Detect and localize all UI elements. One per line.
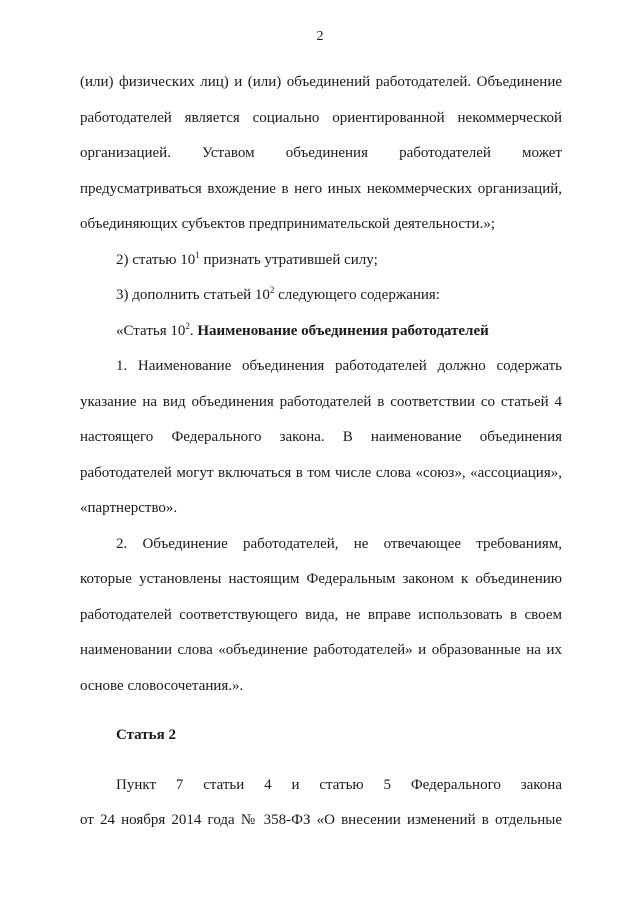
list-item-3: [80, 278, 562, 314]
list-item-text: признать утратившей силу;: [199, 251, 378, 268]
paragraph-line: (или) физических лиц) и (или) объединений работодателей. Объединение: [80, 74, 562, 90]
superscript: 1: [195, 249, 200, 260]
superscript: 2: [269, 285, 275, 295]
paragraph-line: настоящего Федерального закона. В наименование объединения: [80, 429, 562, 445]
paragraph-line: основе словосочетания.».: [80, 677, 244, 694]
article-2-heading: [80, 718, 562, 754]
paragraph-line: Пункт 7 статьи 4 и статью 5 Федерального закона: [116, 776, 562, 793]
paragraph-line: от 24 ноября 2014 года № 358-ФЗ «О внесении изменений в отдельные: [80, 812, 562, 828]
article-heading-dot: .: [189, 322, 194, 339]
paragraph-line: предусматриваться вхождение в него иных некоммерческих организаций,: [80, 180, 562, 197]
list-item-text: 2) статью 10: [116, 251, 196, 268]
paragraph-line: указание на вид объединения работодателей в соответствии со статьей 4: [80, 393, 562, 410]
paragraph-line: которые установлены настоящим Федеральным законом к объединению: [80, 571, 562, 587]
paragraph-line: наименовании слова «объединение работодателей» и образованные на их: [80, 642, 562, 658]
page-number: 2: [316, 29, 324, 44]
paragraph-line: 1. Наименование объединения работодателей должно содержать: [116, 358, 562, 374]
list-item-text: 3) дополнить статьей 10: [116, 287, 270, 303]
article-heading: [80, 314, 562, 350]
superscript: 2: [185, 320, 190, 331]
spacer: [80, 754, 562, 768]
article-heading-prefix: «Статья 10: [116, 322, 186, 339]
paragraph-line: 2. Объединение работодателей, не отвечающее требованиям,: [116, 535, 562, 552]
paragraph-line: работодателей соответствующего вида, не вправе использовать в своем: [80, 606, 562, 623]
paragraph-line: работодателей могут включаться в том числе слова «союз», «ассоциация»,: [80, 464, 562, 481]
list-item-2: [80, 243, 562, 279]
document-body: [80, 65, 562, 839]
spacer: [80, 704, 562, 718]
paragraph-line: «партнерство».: [80, 500, 178, 516]
list-item-text: следующего содержания:: [274, 287, 440, 303]
paragraph-line: работодателей является социально ориентированной некоммерческой: [80, 109, 562, 126]
paragraph-line: объединяющих субъектов предпринимательской деятельности.»;: [80, 216, 495, 232]
article-2-title: Статья 2: [116, 727, 176, 743]
paragraph-line: организацией. Уставом объединения работодателей может: [80, 145, 562, 161]
article-heading-title: Наименование объединения работодателей: [197, 322, 489, 339]
